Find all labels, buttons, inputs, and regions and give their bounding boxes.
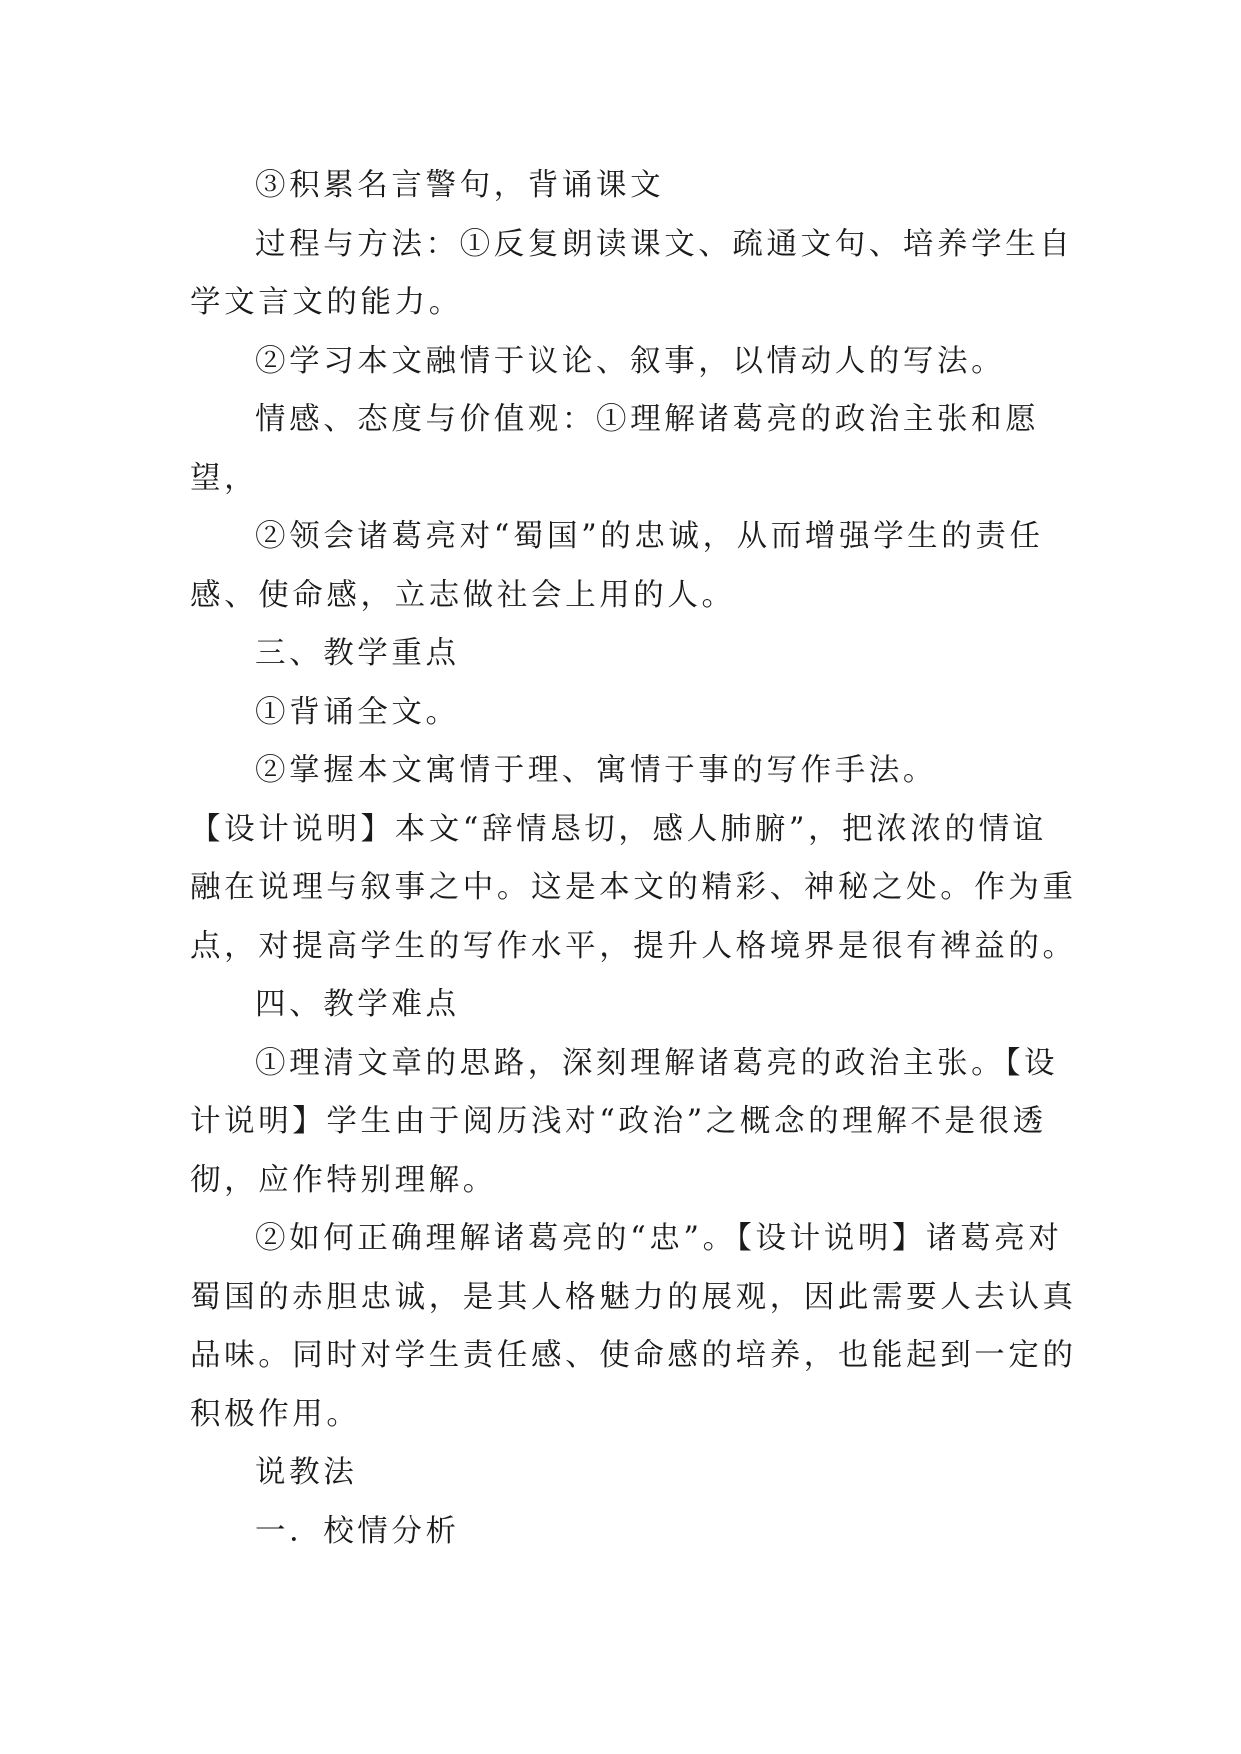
- text-line: 蜀国的赤胆忠诚，是其人格魅力的展观，因此需要人去认真: [190, 1279, 1077, 1315]
- text-line: ②如何正确理解诸葛亮的“忠”。【设计说明】诸葛亮对: [255, 1221, 1063, 1256]
- text-line: 品味。同时对学生责任感、使命感的培养，也能起到一定的: [190, 1338, 1077, 1373]
- text-line: ②掌握本文寓情于理、寓情于事的写作手法。: [255, 753, 937, 788]
- text-line: 感、使命感，立志做社会上用的人。: [190, 577, 736, 613]
- text-line: 积极作用。: [190, 1396, 361, 1432]
- text-line: ③积累名言警句，背诵课文: [255, 168, 665, 203]
- text-line: 学文言文的能力。: [190, 285, 463, 320]
- text-line: 望，: [190, 460, 259, 496]
- text-line: 彻，应作特别理解。: [190, 1162, 497, 1198]
- section-heading: 四、教学难点: [255, 987, 460, 1022]
- text-line: ①背诵全文。: [255, 694, 460, 730]
- text-line: 情感、态度与价值观：①理解诸葛亮的政治主张和愿: [255, 402, 1040, 437]
- section-heading: 一．校情分析: [255, 1513, 460, 1549]
- text-line: 【设计说明】本文“辞情恳切，感人肺腑”，把浓浓的情谊: [190, 811, 1047, 847]
- text-line: 融在说理与叙事之中。这是本文的精彩、神秘之处。作为重: [190, 870, 1077, 905]
- text-line: 计说明】学生由于阅历浅对“政治”之概念的理解不是很透: [190, 1104, 1047, 1139]
- text-line: 点，对提高学生的写作水平，提升人格境界是很有裨益的。: [190, 928, 1077, 964]
- document-body: [190, 157, 1077, 1561]
- text-line: ②学习本文融情于议论、叙事，以情动人的写法。: [255, 343, 1006, 379]
- section-heading: 说教法: [255, 1455, 358, 1490]
- section-heading: 三、教学重点: [255, 636, 460, 671]
- text-line: ①理清文章的思路，深刻理解诸葛亮的政治主张。【设: [255, 1045, 1059, 1081]
- text-line: ②领会诸葛亮对“蜀国”的忠诚，从而增强学生的责任: [255, 519, 1044, 554]
- text-line: 过程与方法：①反复朗读课文、疏通文句、培养学生自: [255, 226, 1074, 262]
